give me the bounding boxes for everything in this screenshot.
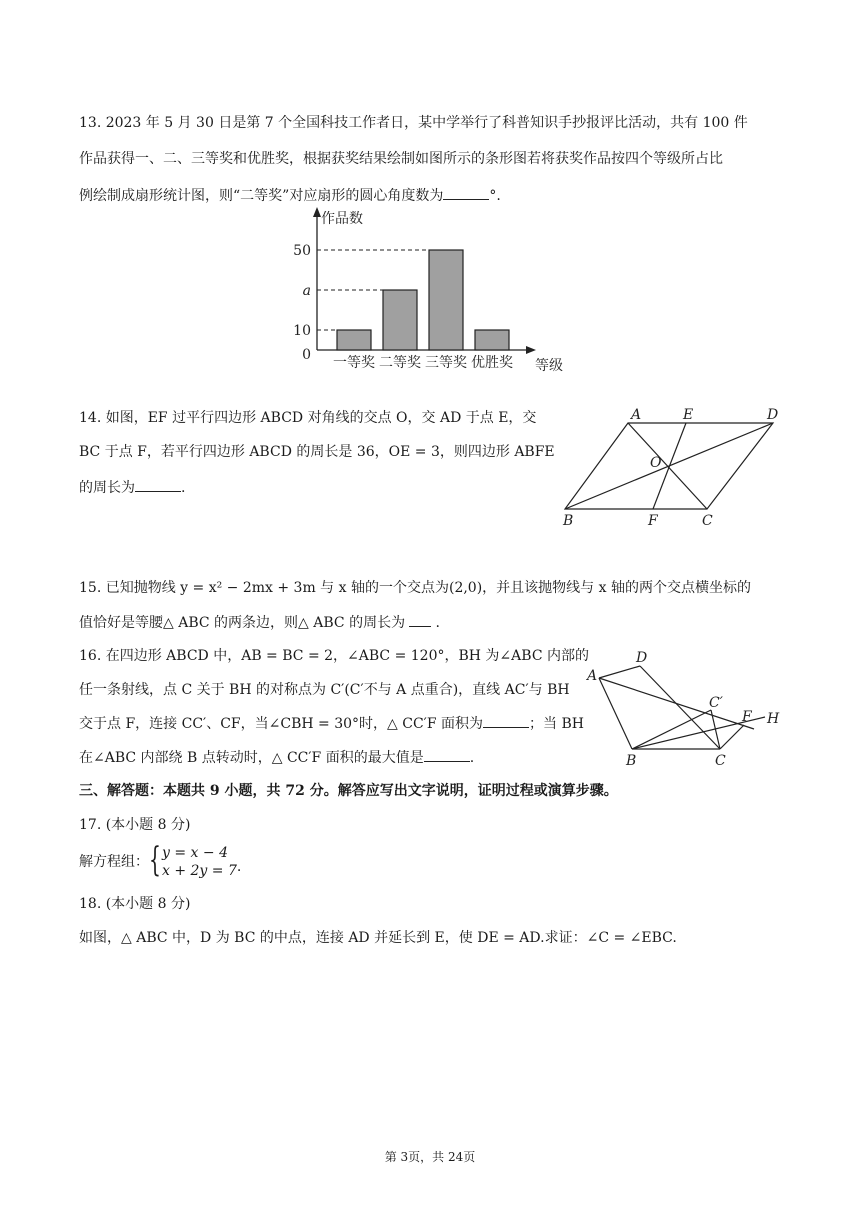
bar [475, 330, 509, 350]
q14-line-2: BC 于点 F，若平行四边形 ABCD 的周长是 36，OE = 3，则四边形 ABFE [79, 444, 555, 460]
bar [337, 330, 371, 350]
q17-eq-2-text: x + 2y = 7 [162, 863, 237, 879]
q14-line-3-text: 的周长为 [79, 480, 135, 496]
q17-prompt: 解方程组： [79, 854, 149, 870]
category-label: 一等奖 [333, 355, 375, 371]
bar-chart [295, 205, 575, 377]
q17-eq-1: y = x − 4 [162, 845, 228, 861]
x-axis-arrow [526, 346, 536, 354]
q16-label-b: B [626, 753, 637, 769]
y-tick-label: 10 [293, 323, 311, 339]
y-axis-label: 作品数 [321, 211, 363, 227]
q16-label-f: F [742, 709, 752, 725]
label-b: B [563, 513, 574, 529]
q17-brace: { [149, 840, 161, 880]
q16-line-3 [79, 713, 584, 734]
q17-eq-2 [162, 861, 241, 881]
y-tick-label: 50 [293, 243, 311, 259]
q17-eq-tail: . [236, 859, 242, 875]
q14-answer-blank [135, 477, 181, 492]
q13-line-1: 13. 2023 年 5 月 30 日是第 7 个全国科技工作者日，某中学举行了科普知识手抄报评比活动，共有 100 件 [79, 115, 748, 131]
label-f: F [648, 513, 658, 529]
segment-dc [640, 666, 720, 749]
q16-line-4-text: 在∠ABC 内部绕 B 点转动时，△ CC′F 面积的最大值是 [79, 750, 424, 766]
q14-line-1: 14. 如图，EF 过平行四边形 ABCD 对角线的交点 O，交 AD 于点 E，交 [79, 410, 537, 426]
quadrilateral-figure [582, 645, 787, 770]
label-c: C [702, 513, 713, 529]
line-ac1f [599, 678, 754, 729]
category-label: 优胜奖 [471, 355, 513, 371]
q14-line-3 [79, 477, 185, 498]
q13-line-3-tail: °. [489, 188, 501, 204]
parallelogram-figure [555, 403, 790, 528]
q16-line-4 [79, 747, 474, 768]
q15-line-2-text: 值恰好是等腰△ ABC 的两条边，则△ ABC 的周长为 [79, 615, 406, 631]
label-e: E [683, 407, 694, 423]
q16-line-3-tail: ；当 BH [529, 716, 584, 732]
page-footer: 第 3页，共 24页 [384, 1150, 476, 1164]
q13-line-3-text: 例绘制成扇形统计图，则“二等奖”对应扇形的圆心角度数为 [79, 188, 444, 204]
bar [383, 290, 417, 350]
q16-answer-blank-1 [483, 713, 529, 728]
q16-answer-blank-2 [424, 747, 470, 762]
segment-bc1 [632, 710, 711, 749]
q15-line-1: 15. 已知抛物线 y = x² − 2mx + 3m 与 x 轴的一个交点为(2,0)，并且该抛物线与 x 轴的两个交点横坐标的 [79, 580, 751, 596]
y-axis-arrow [313, 207, 321, 217]
q16-label-h: H [767, 711, 780, 727]
category-label: 二等奖 [379, 355, 421, 371]
q16-line-3-text: 交于点 F，连接 CC′、CF，当∠CBH = 30°时，△ CC′F 面积为 [79, 716, 484, 732]
q16-line-1: 16. 在四边形 ABCD 中，AB = BC = 2，∠ABC = 120°，BH 为∠ABC 内部的 [79, 648, 589, 664]
q16-label-a: A [587, 668, 598, 684]
label-d: D [767, 407, 779, 423]
q13-answer-blank [443, 185, 489, 200]
y-tick-label: a [302, 283, 311, 299]
q16-label-d: D [636, 650, 648, 666]
segment-ab [599, 678, 632, 749]
q15-answer-blank [409, 612, 431, 627]
q18-head: 18. (本小题 8 分) [79, 896, 191, 912]
q18-text: 如图，△ ABC 中，D 为 BC 的中点，连接 AD 并延长到 E，使 DE = AD.求证：∠C = ∠EBC. [79, 930, 677, 946]
q15-line-2 [79, 612, 440, 633]
q13-line-2: 作品获得一、二、三等奖和优胜奖，根据获奖结果绘制如图所示的条形图若将获奖作品按四个等级所占比 [79, 151, 723, 167]
segment-cf [720, 725, 744, 749]
label-a: A [631, 407, 642, 423]
y-tick-label: 0 [302, 347, 311, 363]
segment-ad [599, 666, 640, 678]
x-axis-label: 等级 [535, 358, 563, 374]
section-3-heading: 三、解答题：本题共 9 小题，共 72 分。解答应写出文字说明，证明过程或演算步骤。 [79, 783, 618, 799]
q13-line-3 [79, 185, 501, 206]
q17-head: 17. (本小题 8 分) [79, 817, 191, 833]
q15-line-2-tail: . [431, 615, 440, 631]
q16-line-2: 任一条射线，点 C 关于 BH 的对称点为 C′(C′不与 A 点重合)，直线 AC′与 BH [79, 682, 570, 698]
bar [429, 250, 463, 350]
label-o: O [650, 455, 662, 471]
category-label: 三等奖 [425, 355, 467, 371]
q16-line-4-tail: . [469, 750, 475, 766]
q16-label-c: C [715, 753, 726, 769]
q16-label-c1: C′ [709, 695, 723, 711]
q14-line-3-tail: . [181, 480, 186, 496]
